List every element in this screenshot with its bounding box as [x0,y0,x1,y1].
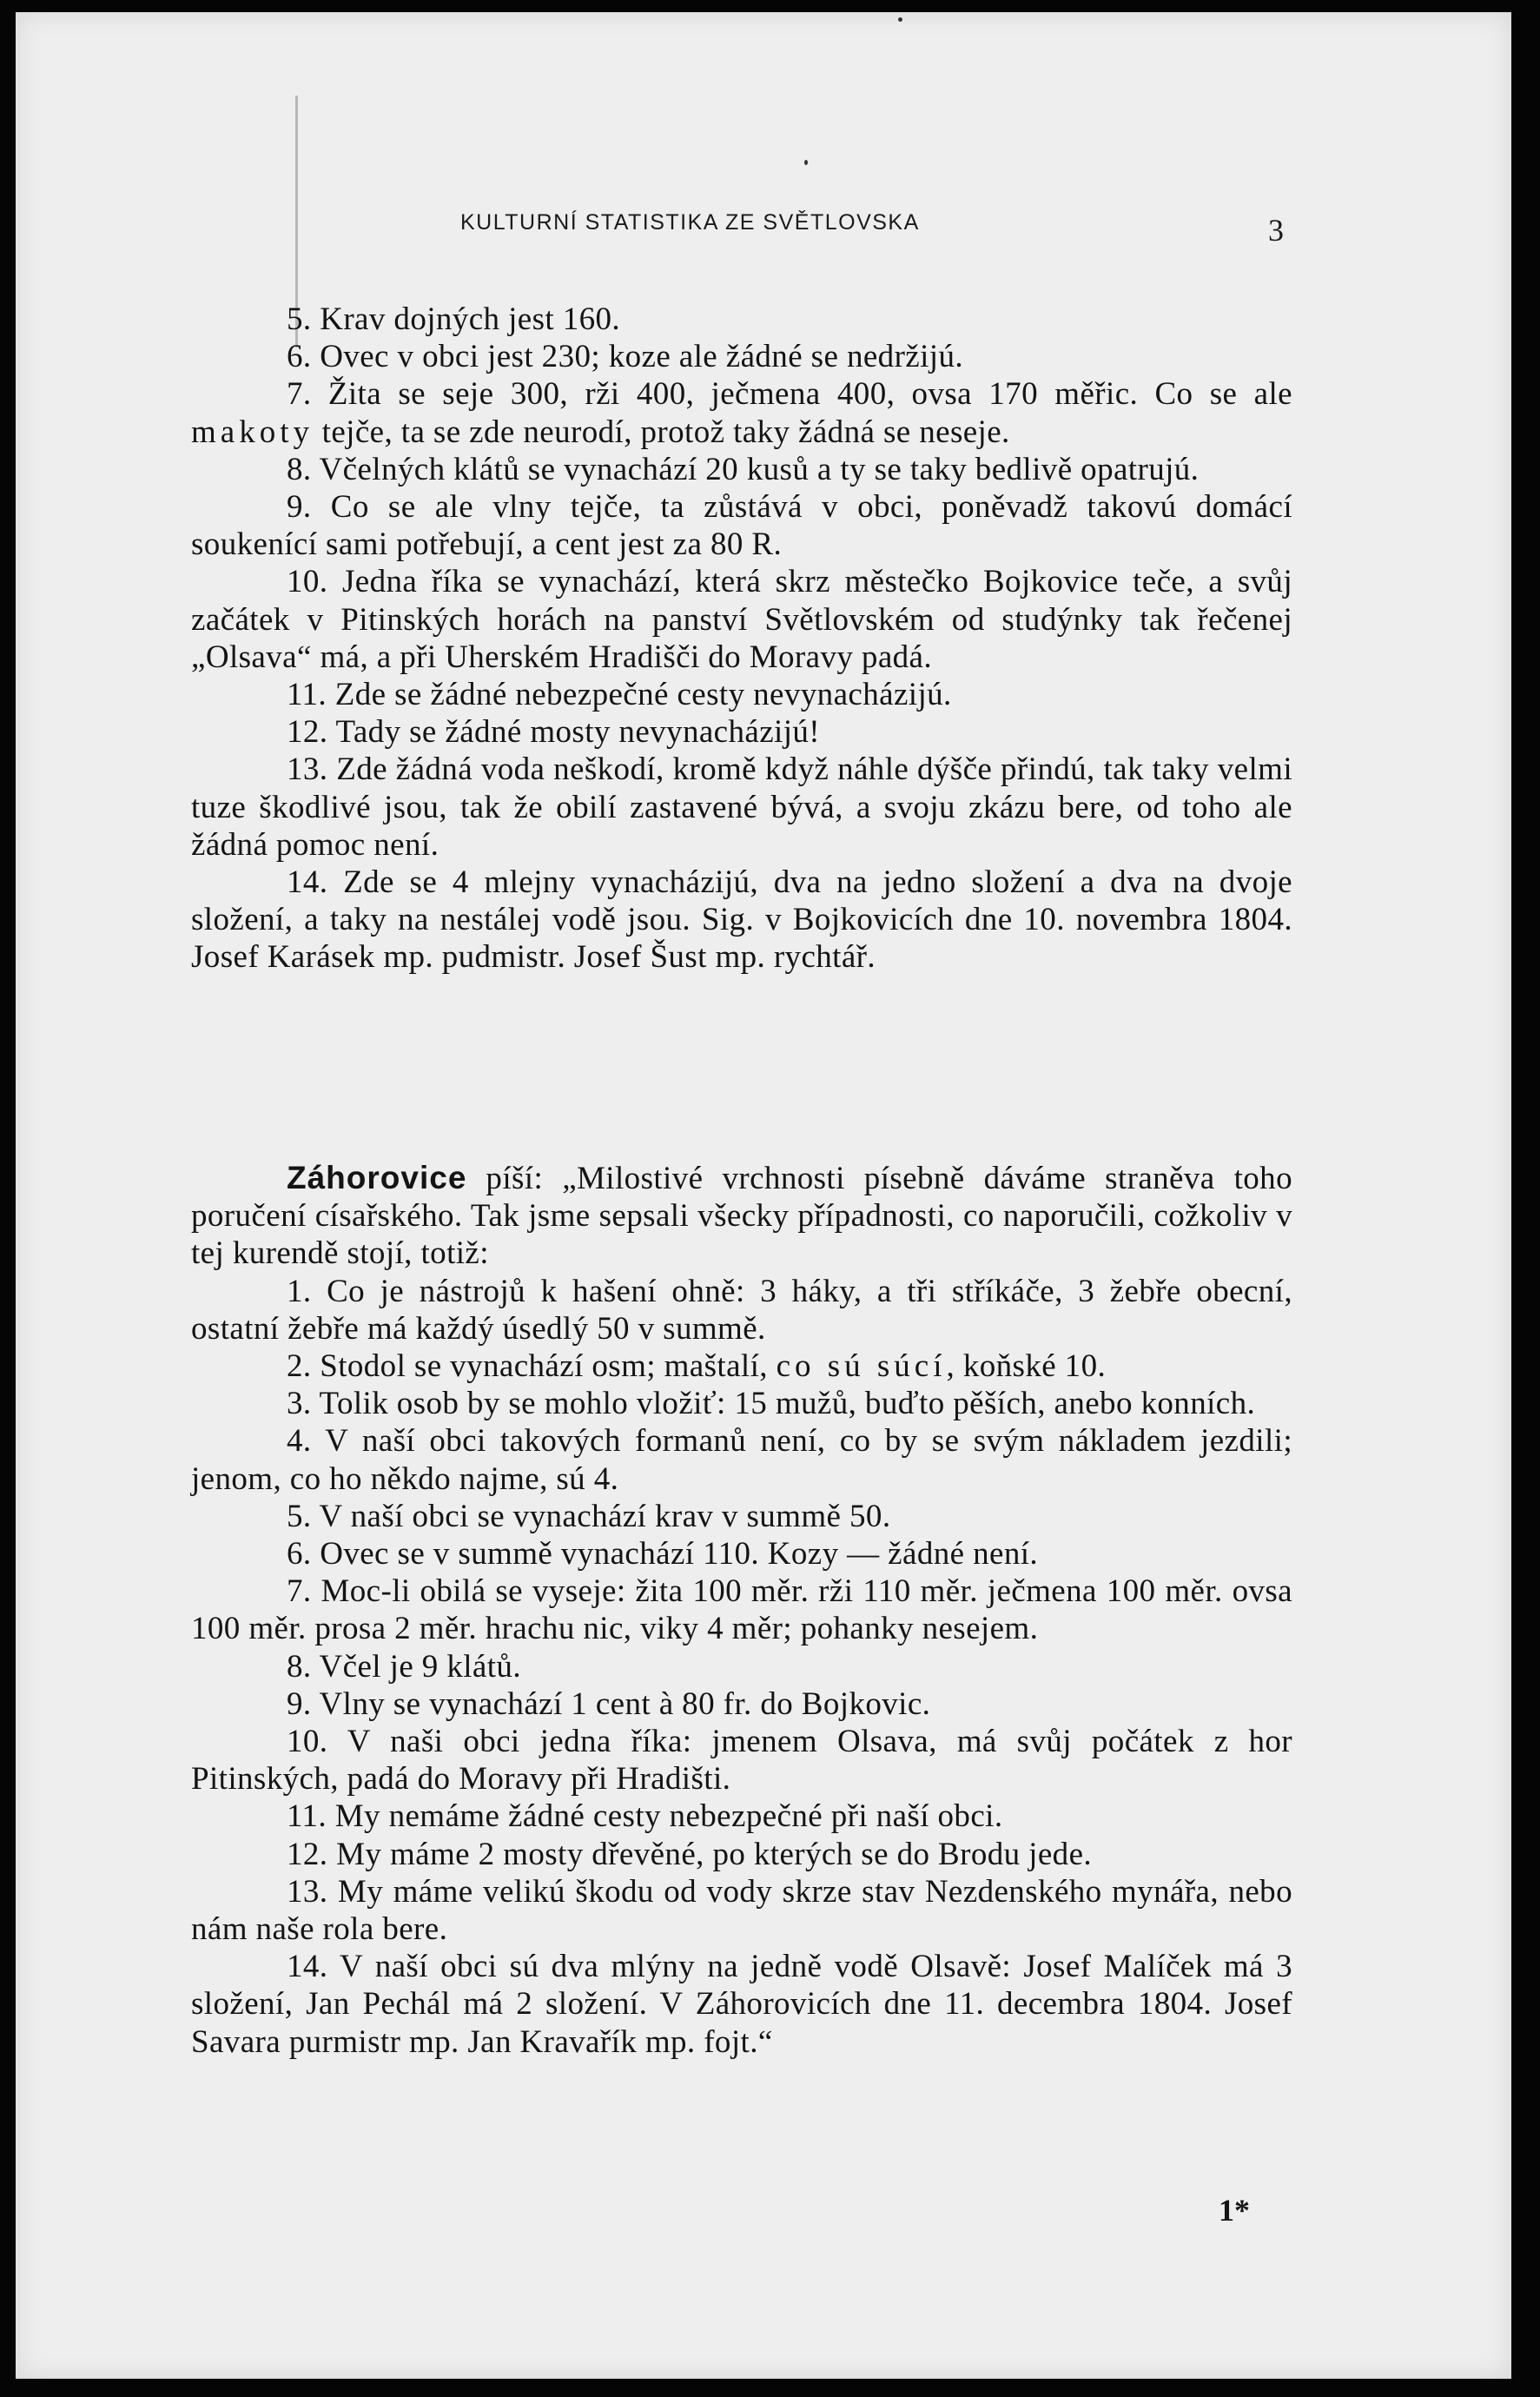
list-item: 3. Tolik osob by se mohlo vložiť: 15 mužů, buďto pěších, anebo konních. [287,1386,1256,1422]
list-item: 11. My nemáme žádné cesty nebezpečné při naší obci. [287,1798,1003,1835]
list-item: 5. V naší obci se vynachází krav v summě 50. [287,1498,891,1534]
section-intro: Záhorovice píší: „Milostivé vrchnosti písebně dáváme straněva toho poručení císařského. Tak jsme sepsali všecky případnosti, co naporučili, cožkoliv v tej kurendě stojí, totiž: [191,1160,1292,1272]
list-item: 12. My máme 2 mosty dřevěné, po kterých se do Brodu jede. [287,1836,1093,1872]
list-item: 7. Moc-li obilá se vyseje: žita 100 měr. rži 110 měr. ječmena 100 měr. ovsa 100 měr. prosa 2 měr. hrachu nic, viky 4 měr; pohanky nesejem. [191,1573,1293,1647]
list-item: 4. V naší obci takových formanů není, co by se svým nákladem jezdili; jenom, co ho někdo najme, sú 4. [191,1423,1292,1497]
list-item: 9. Co se ale vlny tejče, ta zůstává v obci, poněvadž takovú domácí soukenící sami potřebují, a cent jest za 80 R. [191,489,1292,563]
list-item: 10. V naši obci jedna říka: jmenem Olsava, má svůj počátek z hor Pitinských, padá do Moravy při Hradišti. [191,1724,1292,1798]
list-item: 7. Žita se seje 300, rži 400, ječmena 400, ovsa 170 měřic. Co se ale makoty tejče, ta se zde neurodí, protož taky žádná se neseje. [191,376,1292,450]
svetlov-section [191,301,1292,977]
place-name: Záhorovice [287,1160,467,1195]
list-item: 1. Co je nástrojů k hašení ohně: 3 háky, a tři stříkáče, 3 žebře obecní, ostatní žebře má každý úsedlý 50 v summě. [191,1273,1292,1347]
list-item: 2. Stodol se vynachází osm; maštalí, co sú súcí, koňské 10. [287,1348,1107,1385]
list-item: 14. V naší obci sú dva mlýny na jedně vodě Olsavě: Josef Malíček má 3 složení, Jan Pechál má 2 složení. V Záhorovicích dne 11. decembra 1804. Josef Savara purmistr mp. Jan Kravařík mp. fojt.“ [191,1949,1292,2060]
list-item: 11. Zde se žádné nebezpečné cesty nevynacházijú. [287,677,952,713]
list-item: 13. My máme velikú škodu od vody skrze stav Nezdenského mynářa, nebo nám naše rola bere. [191,1873,1292,1948]
list-item: 13. Zde žádná voda neškodí, kromě když náhle dýšče přindú, tak taky velmi tuze škodlivé jsou, tak že obilí zastavené bývá, a svoju zkázu bere, od toho ale žádná pomoc není. [191,752,1292,863]
scan-speck [898,17,902,22]
running-header: KULTURNÍ STATISTIKA ZE SVĚTLOVSKA [460,210,920,235]
list-item: 8. Včelných klátů se vynachází 20 kusů a ty se taky bedlivě opatrujú. [287,451,1200,487]
emphasis-spaced: makoty [191,414,314,450]
list-item: 5. Krav dojných jest 160. [287,301,621,337]
signature-mark: 1* [1219,2193,1250,2228]
list-item: 9. Vlny se vynachází 1 cent à 80 fr. do Bojkovic. [287,1685,931,1722]
list-item: 14. Zde se 4 mlejny vynacházijú, dva na jedno složení a dva na dvoje složení, a taky na nestálej vodě jsou. Sig. v Bojkovicích dne 10. novembra 1804. Josef Karásek mp. pudmistr. Josef Šust mp. rychtář. [191,864,1292,976]
list-item: 10. Jedna říka se vynachází, která skrz městečko Bojkovice teče, a svůj začátek v Pitinských horách na panství Světlovském od studýnky tak řečenej „Olsava“ má, a při Uherském Hradišči do Moravy padá. [191,564,1292,675]
page-number: 3 [1268,213,1284,248]
list-item: 8. Včel je 9 klátů. [287,1648,521,1685]
emphasis-spaced: co sú súcí [776,1348,947,1385]
zahorovice-section [191,1159,1292,2061]
list-item: 6. Ovec se v summě vynachází 110. Kozy — žádné není. [287,1536,1039,1573]
scan-speck [804,160,808,165]
list-item: 12. Tady se žádné mosty nevynacházijú! [287,714,821,751]
list-item: 6. Ovec v obci jest 230; koze ale žádné se nedržijú. [287,339,964,375]
